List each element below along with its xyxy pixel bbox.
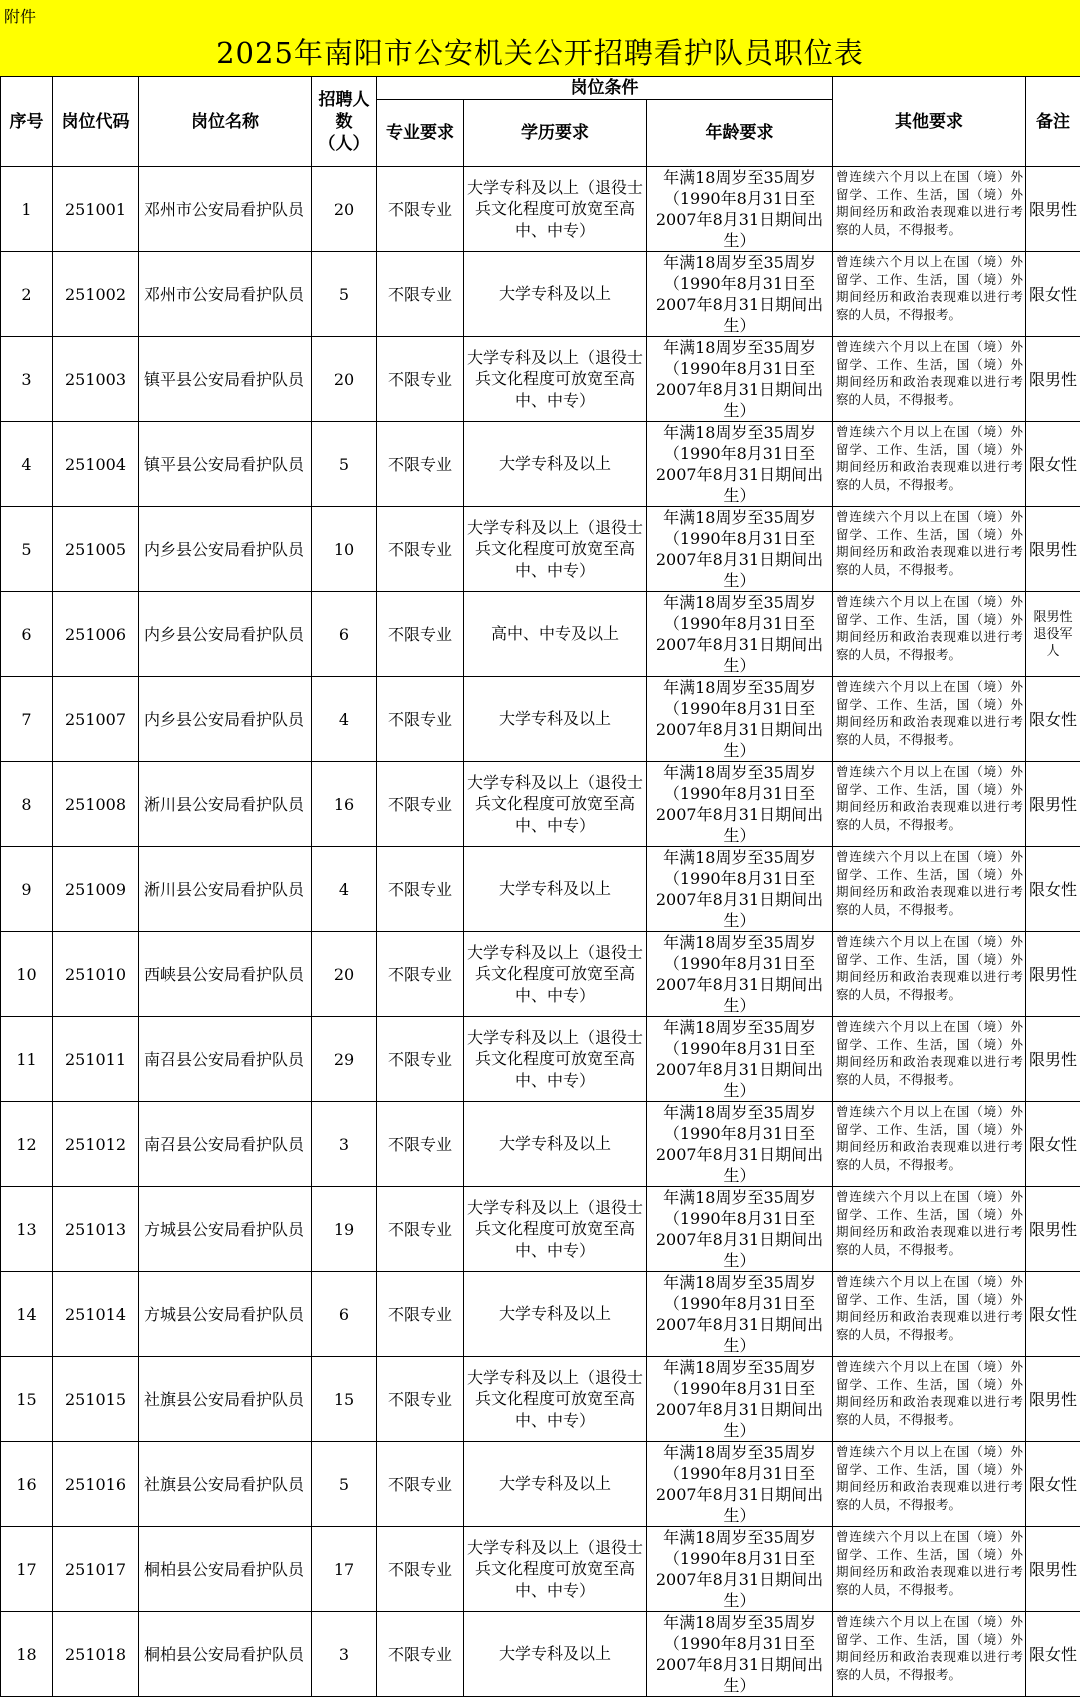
cell-note: 限女性 bbox=[1026, 422, 1080, 507]
cell-major: 不限专业 bbox=[377, 1357, 464, 1442]
header-count: 招聘人数（人） bbox=[312, 77, 377, 167]
cell-note: 限男性退役军人 bbox=[1026, 592, 1080, 677]
cell-code: 251015 bbox=[53, 1357, 139, 1442]
cell-count: 29 bbox=[312, 1017, 377, 1102]
cell-note: 限男性 bbox=[1026, 1357, 1080, 1442]
cell-age: 年满18周岁至35周岁（1990年8月31日至2007年8月31日期间出生） bbox=[647, 1102, 833, 1187]
table-row bbox=[1, 762, 1080, 847]
cell-note: 限女性 bbox=[1026, 677, 1080, 762]
cell-major: 不限专业 bbox=[377, 252, 464, 337]
cell-count: 6 bbox=[312, 592, 377, 677]
cell-seq: 5 bbox=[1, 507, 53, 592]
cell-position-name: 西峡县公安局看护队员 bbox=[139, 932, 312, 1017]
cell-position-name: 桐柏县公安局看护队员 bbox=[139, 1527, 312, 1612]
cell-age: 年满18周岁至35周岁（1990年8月31日至2007年8月31日期间出生） bbox=[647, 507, 833, 592]
cell-code: 251011 bbox=[53, 1017, 139, 1102]
cell-code: 251001 bbox=[53, 167, 139, 252]
cell-seq: 7 bbox=[1, 677, 53, 762]
cell-seq: 12 bbox=[1, 1102, 53, 1187]
table-row bbox=[1, 592, 1080, 677]
cell-note: 限女性 bbox=[1026, 1102, 1080, 1187]
cell-position-name: 淅川县公安局看护队员 bbox=[139, 847, 312, 932]
cell-education: 大学专科及以上 bbox=[464, 252, 647, 337]
cell-position-name: 南召县公安局看护队员 bbox=[139, 1017, 312, 1102]
cell-note: 限男性 bbox=[1026, 1187, 1080, 1272]
cell-major: 不限专业 bbox=[377, 167, 464, 252]
cell-position-name: 邓州市公安局看护队员 bbox=[139, 252, 312, 337]
cell-age: 年满18周岁至35周岁（1990年8月31日至2007年8月31日期间出生） bbox=[647, 1017, 833, 1102]
cell-other-requirements: 曾连续六个月以上在国（境）外留学、工作、生活，国（境）外期间经历和政治表现难以进行考察的人员，不得报考。 bbox=[833, 252, 1026, 337]
cell-age: 年满18周岁至35周岁（1990年8月31日至2007年8月31日期间出生） bbox=[647, 167, 833, 252]
cell-other-requirements: 曾连续六个月以上在国（境）外留学、工作、生活，国（境）外期间经历和政治表现难以进行考察的人员，不得报考。 bbox=[833, 1272, 1026, 1357]
cell-count: 15 bbox=[312, 1357, 377, 1442]
table-row bbox=[1, 1612, 1080, 1697]
cell-other-requirements: 曾连续六个月以上在国（境）外留学、工作、生活，国（境）外期间经历和政治表现难以进行考察的人员，不得报考。 bbox=[833, 847, 1026, 932]
table-header bbox=[1, 77, 1080, 167]
cell-count: 5 bbox=[312, 422, 377, 507]
cell-seq: 15 bbox=[1, 1357, 53, 1442]
cell-position-name: 桐柏县公安局看护队员 bbox=[139, 1612, 312, 1697]
cell-position-name: 方城县公安局看护队员 bbox=[139, 1187, 312, 1272]
attachment-label: 附件 bbox=[4, 4, 36, 27]
cell-position-name: 内乡县公安局看护队员 bbox=[139, 592, 312, 677]
cell-education: 大学专科及以上（退役士兵文化程度可放宽至高中、中专） bbox=[464, 1527, 647, 1612]
cell-age: 年满18周岁至35周岁（1990年8月31日至2007年8月31日期间出生） bbox=[647, 592, 833, 677]
cell-seq: 11 bbox=[1, 1017, 53, 1102]
table-row bbox=[1, 337, 1080, 422]
cell-note: 限女性 bbox=[1026, 847, 1080, 932]
cell-seq: 18 bbox=[1, 1612, 53, 1697]
table-row bbox=[1, 1102, 1080, 1187]
cell-position-name: 内乡县公安局看护队员 bbox=[139, 507, 312, 592]
cell-code: 251010 bbox=[53, 932, 139, 1017]
cell-position-name: 南召县公安局看护队员 bbox=[139, 1102, 312, 1187]
table-row bbox=[1, 1442, 1080, 1527]
cell-seq: 16 bbox=[1, 1442, 53, 1527]
cell-position-name: 社旗县公安局看护队员 bbox=[139, 1442, 312, 1527]
cell-code: 251014 bbox=[53, 1272, 139, 1357]
cell-other-requirements: 曾连续六个月以上在国（境）外留学、工作、生活，国（境）外期间经历和政治表现难以进行考察的人员，不得报考。 bbox=[833, 1187, 1026, 1272]
header-age: 年龄要求 bbox=[647, 100, 833, 167]
cell-note: 限男性 bbox=[1026, 337, 1080, 422]
cell-code: 251018 bbox=[53, 1612, 139, 1697]
table-row bbox=[1, 1527, 1080, 1612]
cell-code: 251006 bbox=[53, 592, 139, 677]
cell-education: 大学专科及以上（退役士兵文化程度可放宽至高中、中专） bbox=[464, 337, 647, 422]
table-body bbox=[1, 167, 1080, 1697]
cell-code: 251005 bbox=[53, 507, 139, 592]
cell-count: 16 bbox=[312, 762, 377, 847]
cell-seq: 3 bbox=[1, 337, 53, 422]
cell-position-name: 镇平县公安局看护队员 bbox=[139, 422, 312, 507]
page-title: 2025年南阳市公安机关公开招聘看护队员职位表 bbox=[0, 31, 1080, 72]
cell-other-requirements: 曾连续六个月以上在国（境）外留学、工作、生活，国（境）外期间经历和政治表现难以进行考察的人员，不得报考。 bbox=[833, 337, 1026, 422]
cell-note: 限女性 bbox=[1026, 252, 1080, 337]
cell-note: 限女性 bbox=[1026, 1272, 1080, 1357]
cell-count: 3 bbox=[312, 1102, 377, 1187]
cell-position-name: 淅川县公安局看护队员 bbox=[139, 762, 312, 847]
cell-count: 20 bbox=[312, 932, 377, 1017]
cell-age: 年满18周岁至35周岁（1990年8月31日至2007年8月31日期间出生） bbox=[647, 1272, 833, 1357]
table-row bbox=[1, 167, 1080, 252]
cell-seq: 10 bbox=[1, 932, 53, 1017]
cell-seq: 2 bbox=[1, 252, 53, 337]
table-row bbox=[1, 932, 1080, 1017]
cell-major: 不限专业 bbox=[377, 1527, 464, 1612]
cell-seq: 17 bbox=[1, 1527, 53, 1612]
cell-education: 大学专科及以上（退役士兵文化程度可放宽至高中、中专） bbox=[464, 1187, 647, 1272]
cell-major: 不限专业 bbox=[377, 762, 464, 847]
cell-major: 不限专业 bbox=[377, 1187, 464, 1272]
header-other: 其他要求 bbox=[833, 77, 1026, 167]
cell-seq: 4 bbox=[1, 422, 53, 507]
cell-age: 年满18周岁至35周岁（1990年8月31日至2007年8月31日期间出生） bbox=[647, 932, 833, 1017]
cell-other-requirements: 曾连续六个月以上在国（境）外留学、工作、生活，国（境）外期间经历和政治表现难以进行考察的人员，不得报考。 bbox=[833, 592, 1026, 677]
cell-major: 不限专业 bbox=[377, 1272, 464, 1357]
table-row bbox=[1, 252, 1080, 337]
cell-position-name: 方城县公安局看护队员 bbox=[139, 1272, 312, 1357]
cell-code: 251016 bbox=[53, 1442, 139, 1527]
table-row bbox=[1, 1272, 1080, 1357]
header-seq: 序号 bbox=[1, 77, 53, 167]
cell-other-requirements: 曾连续六个月以上在国（境）外留学、工作、生活，国（境）外期间经历和政治表现难以进行考察的人员，不得报考。 bbox=[833, 422, 1026, 507]
cell-position-name: 社旗县公安局看护队员 bbox=[139, 1357, 312, 1442]
cell-note: 限男性 bbox=[1026, 167, 1080, 252]
cell-education: 大学专科及以上 bbox=[464, 422, 647, 507]
table-row bbox=[1, 507, 1080, 592]
cell-age: 年满18周岁至35周岁（1990年8月31日至2007年8月31日期间出生） bbox=[647, 847, 833, 932]
table-row bbox=[1, 847, 1080, 932]
cell-note: 限男性 bbox=[1026, 1017, 1080, 1102]
cell-age: 年满18周岁至35周岁（1990年8月31日至2007年8月31日期间出生） bbox=[647, 1187, 833, 1272]
cell-major: 不限专业 bbox=[377, 847, 464, 932]
cell-code: 251013 bbox=[53, 1187, 139, 1272]
cell-other-requirements: 曾连续六个月以上在国（境）外留学、工作、生活，国（境）外期间经历和政治表现难以进行考察的人员，不得报考。 bbox=[833, 167, 1026, 252]
cell-major: 不限专业 bbox=[377, 677, 464, 762]
cell-position-name: 内乡县公安局看护队员 bbox=[139, 677, 312, 762]
cell-note: 限男性 bbox=[1026, 1527, 1080, 1612]
cell-seq: 13 bbox=[1, 1187, 53, 1272]
table-row bbox=[1, 677, 1080, 762]
cell-major: 不限专业 bbox=[377, 422, 464, 507]
table-row bbox=[1, 422, 1080, 507]
cell-code: 251017 bbox=[53, 1527, 139, 1612]
cell-age: 年满18周岁至35周岁（1990年8月31日至2007年8月31日期间出生） bbox=[647, 677, 833, 762]
cell-seq: 8 bbox=[1, 762, 53, 847]
cell-education: 大学专科及以上（退役士兵文化程度可放宽至高中、中专） bbox=[464, 762, 647, 847]
cell-count: 10 bbox=[312, 507, 377, 592]
cell-count: 5 bbox=[312, 1442, 377, 1527]
cell-note: 限男性 bbox=[1026, 762, 1080, 847]
cell-other-requirements: 曾连续六个月以上在国（境）外留学、工作、生活，国（境）外期间经历和政治表现难以进行考察的人员，不得报考。 bbox=[833, 762, 1026, 847]
table-row bbox=[1, 1017, 1080, 1102]
cell-age: 年满18周岁至35周岁（1990年8月31日至2007年8月31日期间出生） bbox=[647, 422, 833, 507]
header-major: 专业要求 bbox=[377, 100, 464, 167]
cell-education: 大学专科及以上 bbox=[464, 1442, 647, 1527]
cell-other-requirements: 曾连续六个月以上在国（境）外留学、工作、生活，国（境）外期间经历和政治表现难以进行考察的人员，不得报考。 bbox=[833, 1527, 1026, 1612]
cell-count: 20 bbox=[312, 167, 377, 252]
cell-major: 不限专业 bbox=[377, 1017, 464, 1102]
header-notes: 备注 bbox=[1026, 77, 1080, 167]
cell-age: 年满18周岁至35周岁（1990年8月31日至2007年8月31日期间出生） bbox=[647, 762, 833, 847]
cell-education: 高中、中专及以上 bbox=[464, 592, 647, 677]
cell-code: 251002 bbox=[53, 252, 139, 337]
cell-count: 6 bbox=[312, 1272, 377, 1357]
cell-major: 不限专业 bbox=[377, 1442, 464, 1527]
cell-position-name: 邓州市公安局看护队员 bbox=[139, 167, 312, 252]
cell-age: 年满18周岁至35周岁（1990年8月31日至2007年8月31日期间出生） bbox=[647, 1442, 833, 1527]
cell-count: 3 bbox=[312, 1612, 377, 1697]
cell-other-requirements: 曾连续六个月以上在国（境）外留学、工作、生活，国（境）外期间经历和政治表现难以进行考察的人员，不得报考。 bbox=[833, 932, 1026, 1017]
cell-seq: 9 bbox=[1, 847, 53, 932]
cell-major: 不限专业 bbox=[377, 1102, 464, 1187]
cell-age: 年满18周岁至35周岁（1990年8月31日至2007年8月31日期间出生） bbox=[647, 1357, 833, 1442]
cell-age: 年满18周岁至35周岁（1990年8月31日至2007年8月31日期间出生） bbox=[647, 1612, 833, 1697]
cell-count: 17 bbox=[312, 1527, 377, 1612]
cell-note: 限女性 bbox=[1026, 1442, 1080, 1527]
cell-count: 4 bbox=[312, 847, 377, 932]
header-code: 岗位代码 bbox=[53, 77, 139, 167]
cell-seq: 14 bbox=[1, 1272, 53, 1357]
cell-other-requirements: 曾连续六个月以上在国（境）外留学、工作、生活，国（境）外期间经历和政治表现难以进行考察的人员，不得报考。 bbox=[833, 1357, 1026, 1442]
cell-code: 251008 bbox=[53, 762, 139, 847]
cell-major: 不限专业 bbox=[377, 507, 464, 592]
cell-education: 大学专科及以上 bbox=[464, 847, 647, 932]
cell-education: 大学专科及以上 bbox=[464, 1272, 647, 1357]
cell-age: 年满18周岁至35周岁（1990年8月31日至2007年8月31日期间出生） bbox=[647, 252, 833, 337]
cell-code: 251003 bbox=[53, 337, 139, 422]
cell-note: 限男性 bbox=[1026, 507, 1080, 592]
cell-other-requirements: 曾连续六个月以上在国（境）外留学、工作、生活，国（境）外期间经历和政治表现难以进行考察的人员，不得报考。 bbox=[833, 1442, 1026, 1527]
cell-count: 4 bbox=[312, 677, 377, 762]
cell-note: 限女性 bbox=[1026, 1612, 1080, 1697]
cell-other-requirements: 曾连续六个月以上在国（境）外留学、工作、生活，国（境）外期间经历和政治表现难以进行考察的人员，不得报考。 bbox=[833, 1612, 1026, 1697]
cell-code: 251009 bbox=[53, 847, 139, 932]
cell-other-requirements: 曾连续六个月以上在国（境）外留学、工作、生活，国（境）外期间经历和政治表现难以进行考察的人员，不得报考。 bbox=[833, 507, 1026, 592]
cell-position-name: 镇平县公安局看护队员 bbox=[139, 337, 312, 422]
cell-other-requirements: 曾连续六个月以上在国（境）外留学、工作、生活，国（境）外期间经历和政治表现难以进行考察的人员，不得报考。 bbox=[833, 1017, 1026, 1102]
cell-education: 大学专科及以上（退役士兵文化程度可放宽至高中、中专） bbox=[464, 932, 647, 1017]
positions-table bbox=[0, 76, 1080, 1697]
cell-age: 年满18周岁至35周岁（1990年8月31日至2007年8月31日期间出生） bbox=[647, 337, 833, 422]
cell-other-requirements: 曾连续六个月以上在国（境）外留学、工作、生活，国（境）外期间经历和政治表现难以进行考察的人员，不得报考。 bbox=[833, 677, 1026, 762]
cell-seq: 6 bbox=[1, 592, 53, 677]
cell-major: 不限专业 bbox=[377, 592, 464, 677]
header-conditions: 岗位条件 bbox=[377, 77, 833, 100]
cell-code: 251012 bbox=[53, 1102, 139, 1187]
cell-education: 大学专科及以上 bbox=[464, 1612, 647, 1697]
cell-count: 5 bbox=[312, 252, 377, 337]
header-name: 岗位名称 bbox=[139, 77, 312, 167]
header-education: 学历要求 bbox=[464, 100, 647, 167]
cell-other-requirements: 曾连续六个月以上在国（境）外留学、工作、生活，国（境）外期间经历和政治表现难以进行考察的人员，不得报考。 bbox=[833, 1102, 1026, 1187]
cell-major: 不限专业 bbox=[377, 932, 464, 1017]
table-row bbox=[1, 1187, 1080, 1272]
cell-major: 不限专业 bbox=[377, 1612, 464, 1697]
cell-education: 大学专科及以上 bbox=[464, 677, 647, 762]
cell-education: 大学专科及以上 bbox=[464, 1102, 647, 1187]
cell-age: 年满18周岁至35周岁（1990年8月31日至2007年8月31日期间出生） bbox=[647, 1527, 833, 1612]
cell-education: 大学专科及以上（退役士兵文化程度可放宽至高中、中专） bbox=[464, 1017, 647, 1102]
cell-code: 251004 bbox=[53, 422, 139, 507]
cell-seq: 1 bbox=[1, 167, 53, 252]
cell-code: 251007 bbox=[53, 677, 139, 762]
cell-major: 不限专业 bbox=[377, 337, 464, 422]
cell-education: 大学专科及以上（退役士兵文化程度可放宽至高中、中专） bbox=[464, 167, 647, 252]
cell-note: 限男性 bbox=[1026, 932, 1080, 1017]
table-row bbox=[1, 1357, 1080, 1442]
cell-count: 20 bbox=[312, 337, 377, 422]
cell-count: 19 bbox=[312, 1187, 377, 1272]
cell-education: 大学专科及以上（退役士兵文化程度可放宽至高中、中专） bbox=[464, 507, 647, 592]
title-banner bbox=[0, 0, 1080, 76]
cell-education: 大学专科及以上（退役士兵文化程度可放宽至高中、中专） bbox=[464, 1357, 647, 1442]
